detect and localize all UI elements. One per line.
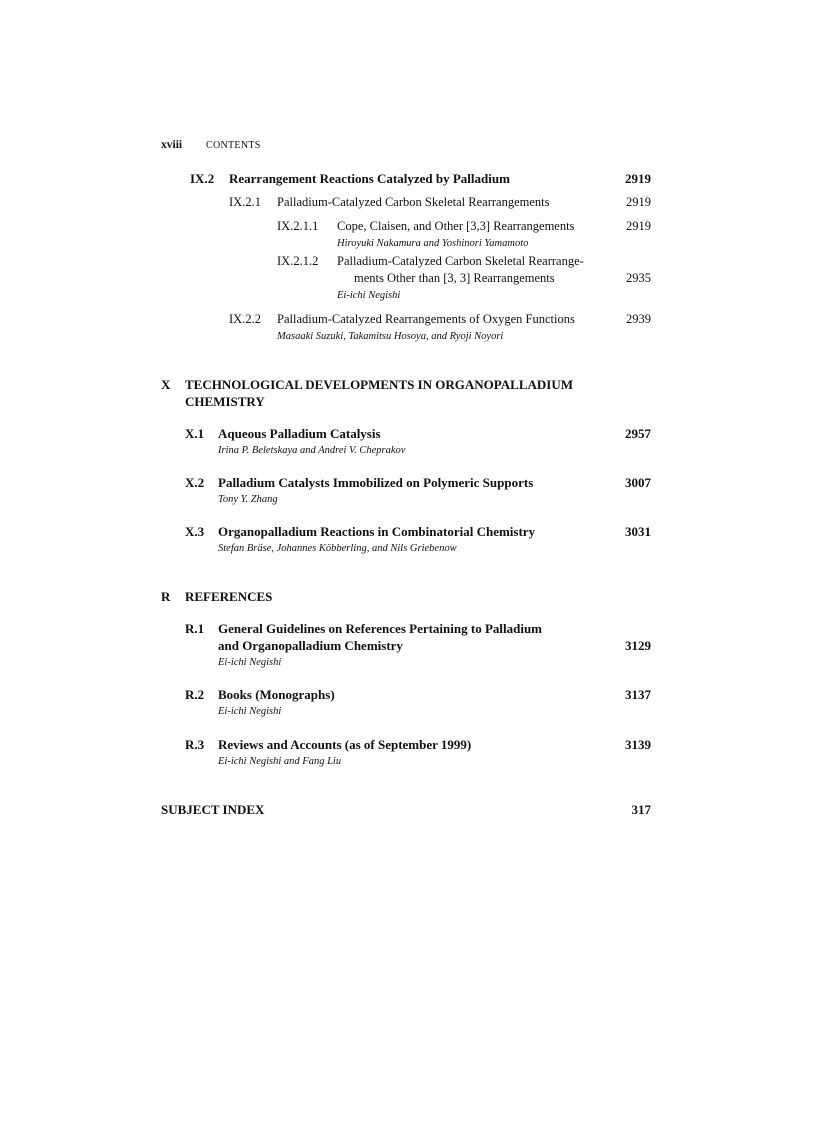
section-ix211-number: IX.2.1.1 [277,219,319,233]
section-x3-page: 3031 [625,524,651,539]
section-x3-title[interactable]: Organopalladium Reactions in Combinatorial Chemistry [218,524,536,539]
section-r2-authors: Ei-ichi Negishi [218,706,282,717]
section-r3-authors: Ei-ichi Negishi and Fang Liu [218,756,342,767]
section-x1-page: 2957 [625,426,651,441]
running-title: CONTENTS [206,140,261,151]
section-r2-number: R.2 [185,687,205,702]
subject-index-title[interactable]: SUBJECT INDEX [161,802,265,817]
section-r1-authors: Ei-ichi Negishi [218,657,282,668]
section-ix212-title-line2[interactable]: ments Other than [3, 3] Rearrangements [354,271,555,285]
section-r3-number: R.3 [185,737,205,752]
section-r2-page: 3137 [625,687,651,702]
section-ix2-number: IX.2 [190,171,215,186]
section-ix212-page: 2935 [626,271,651,285]
section-r1-title-line2[interactable]: and Organopalladium Chemistry [218,638,403,653]
section-r2-title[interactable]: Books (Monographs) [218,687,335,702]
section-r3-title[interactable]: Reviews and Accounts (as of September 1999) [218,737,472,752]
section-ix22-title[interactable]: Palladium-Catalyzed Rearrangements of Oxygen Functions [277,312,575,326]
section-r1-number: R.1 [185,621,205,636]
section-ix212-authors: Ei-ichi Negishi [337,290,401,301]
section-r1-title-line1[interactable]: General Guidelines on References Pertaining to Palladium [218,621,543,636]
section-ix21-number: IX.2.1 [229,195,261,209]
section-ix22-page: 2939 [626,312,651,326]
section-ix211-title[interactable]: Cope, Claisen, and Other [3,3] Rearrangements [337,219,575,233]
section-ix21-page: 2919 [626,195,651,209]
section-x1-authors: Irina P. Beletskaya and Andrei V. Cheprakov [218,445,406,456]
section-x1-title[interactable]: Aqueous Palladium Catalysis [218,426,381,441]
part-r-title[interactable]: REFERENCES [185,589,273,604]
section-x3-authors: Stefan Bräse, Johannes Köbberling, and Nils Griebenow [218,543,457,554]
section-r1-page: 3129 [625,638,651,653]
part-x-number: X [161,377,171,392]
part-x-title-line2[interactable]: CHEMISTRY [185,394,265,409]
section-x3-number: X.3 [185,524,205,539]
section-ix212-number: IX.2.1.2 [277,254,319,268]
section-x2-number: X.2 [185,475,205,490]
section-x2-authors: Tony Y. Zhang [218,494,278,505]
section-ix2-page: 2919 [625,171,651,186]
section-x2-page: 3007 [625,475,651,490]
section-x2-title[interactable]: Palladium Catalysts Immobilized on Polymeric Supports [218,475,534,490]
section-ix211-authors: Hiroyuki Nakamura and Yoshinori Yamamoto [337,238,529,249]
page-number-roman: xviii [161,139,183,151]
section-ix22-authors: Masaaki Suzuki, Takamitsu Hosoya, and Ryoji Noyori [277,331,504,342]
part-r-number: R [161,589,171,604]
section-ix211-page: 2919 [626,219,651,233]
section-ix22-number: IX.2.2 [229,312,261,326]
section-ix2-title[interactable]: Rearrangement Reactions Catalyzed by Palladium [229,171,510,186]
subject-index-page: 317 [631,802,651,817]
part-x-title-line1[interactable]: TECHNOLOGICAL DEVELOPMENTS IN ORGANOPALLADIUM [185,377,573,392]
section-r3-page: 3139 [625,737,651,752]
section-x1-number: X.1 [185,426,205,441]
section-ix21-title[interactable]: Palladium-Catalyzed Carbon Skeletal Rearrangements [277,195,550,209]
section-ix212-title-line1[interactable]: Palladium-Catalyzed Carbon Skeletal Rearrange- [337,254,584,268]
